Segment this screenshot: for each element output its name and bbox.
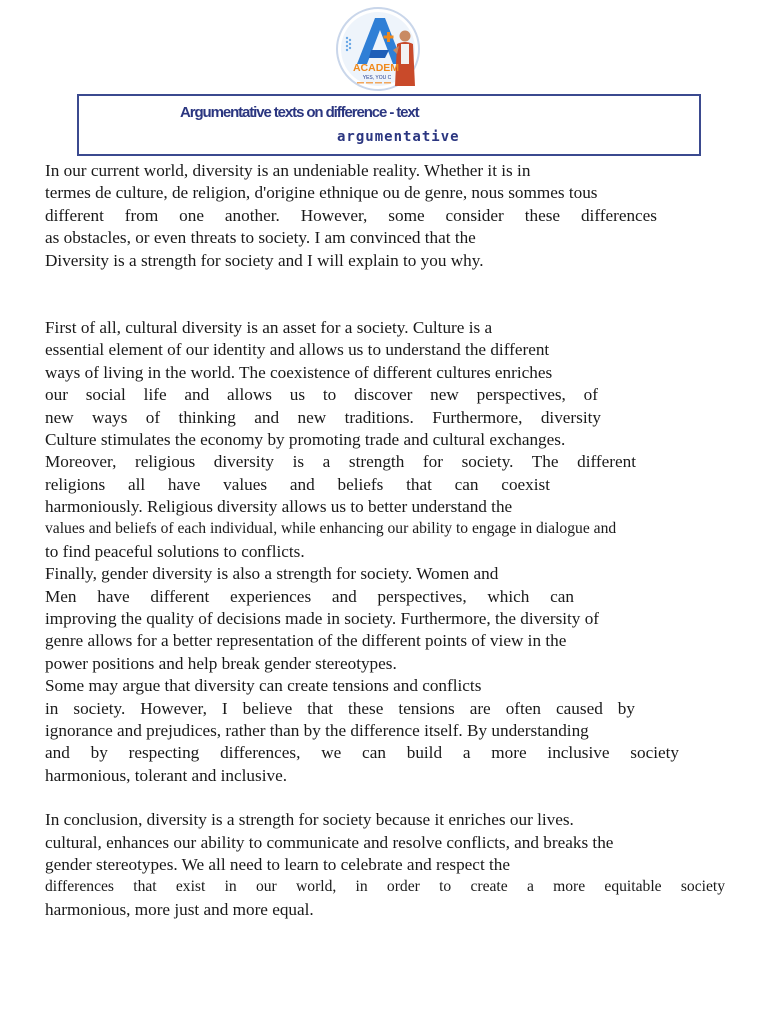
text-line: First of all, cultural diversity is an asset for a society. Culture is a [45,317,493,337]
text-line: Moreover, religious diversity is a strength for society. The different [45,452,636,472]
text-line: new ways of thinking and new traditions. Furthermore, diversity [45,407,601,427]
text-line: as obstacles, or even threats to society. I am convinced that the [45,228,476,248]
text-line: ignorance and prejudices, rather than by the difference itself. By understanding [45,720,589,740]
text-line: gender stereotypes. We all need to learn to celebrate and respect the [45,854,511,874]
text-line: religions all have values and beliefs that can coexist [45,474,550,494]
text-line: to find peaceful solutions to conflicts. [45,541,305,561]
text-line: and by respecting differences, we can build a more inclusive society [45,743,679,763]
text-line: differences that exist in our world, in order to create a more equitable society [45,878,725,896]
logo-emblem [335,6,421,92]
document-title: Argumentative texts on difference - text [180,104,419,121]
paragraph-arguments [45,317,745,787]
svg-text:ACADEM: ACADEM [352,62,400,74]
title-box [77,94,701,156]
text-line: In conclusion, diversity is a strength for society because it enriches our lives. [45,810,574,830]
text-line: cultural, enhances our ability to communicate and resolve conflicts, and breaks the [45,832,614,852]
paragraph-conclusion [45,809,745,921]
text-line: essential element of our identity and allows us to understand the different [45,340,550,360]
document-body [45,160,745,921]
academy-logo [335,6,421,92]
text-line: ways of living in the world. The coexistence of different cultures enriches [45,362,553,382]
text-line: Finally, gender diversity is also a strength for society. Women and [45,564,499,584]
text-line: harmoniously. Religious diversity allows us to better understand the [45,497,513,517]
text-line: power positions and help break gender stereotypes. [45,653,397,673]
text-line: In our current world, diversity is an undeniable reality. Whether it is in [45,161,531,180]
text-line: termes de culture, de religion, d'origine ethnique ou de genre, nous sommes tous [45,183,598,203]
text-line: values and beliefs of each individual, while enhancing our ability to engage in dialogue and [45,520,617,538]
text-line: harmonious, more just and more equal. [45,899,314,919]
svg-text:YES, YOU C: YES, YOU C [362,75,392,81]
text-line: different from one another. However, some consider these differences [45,205,657,225]
text-line: Some may argue that diversity can create tensions and conflicts [45,676,482,696]
text-line: genre allows for a better representation of the different points of view in the [45,631,567,651]
text-line: Diversity is a strength for society and I will explain to you why. [45,250,484,270]
document-subtitle: argumentative [337,129,460,145]
paragraph-introduction [45,160,745,272]
text-line: harmonious, tolerant and inclusive. [45,765,288,785]
text-line: Culture stimulates the economy by promoting trade and cultural exchanges. [45,429,566,449]
text-line: improving the quality of decisions made in society. Furthermore, the diversity of [45,609,600,629]
text-line: Men have different experiences and perspectives, which can [45,586,574,606]
text-line: our social life and allows us to discover new perspectives, of [45,385,598,405]
text-line: in society. However, I believe that these tensions are often caused by [45,698,635,718]
